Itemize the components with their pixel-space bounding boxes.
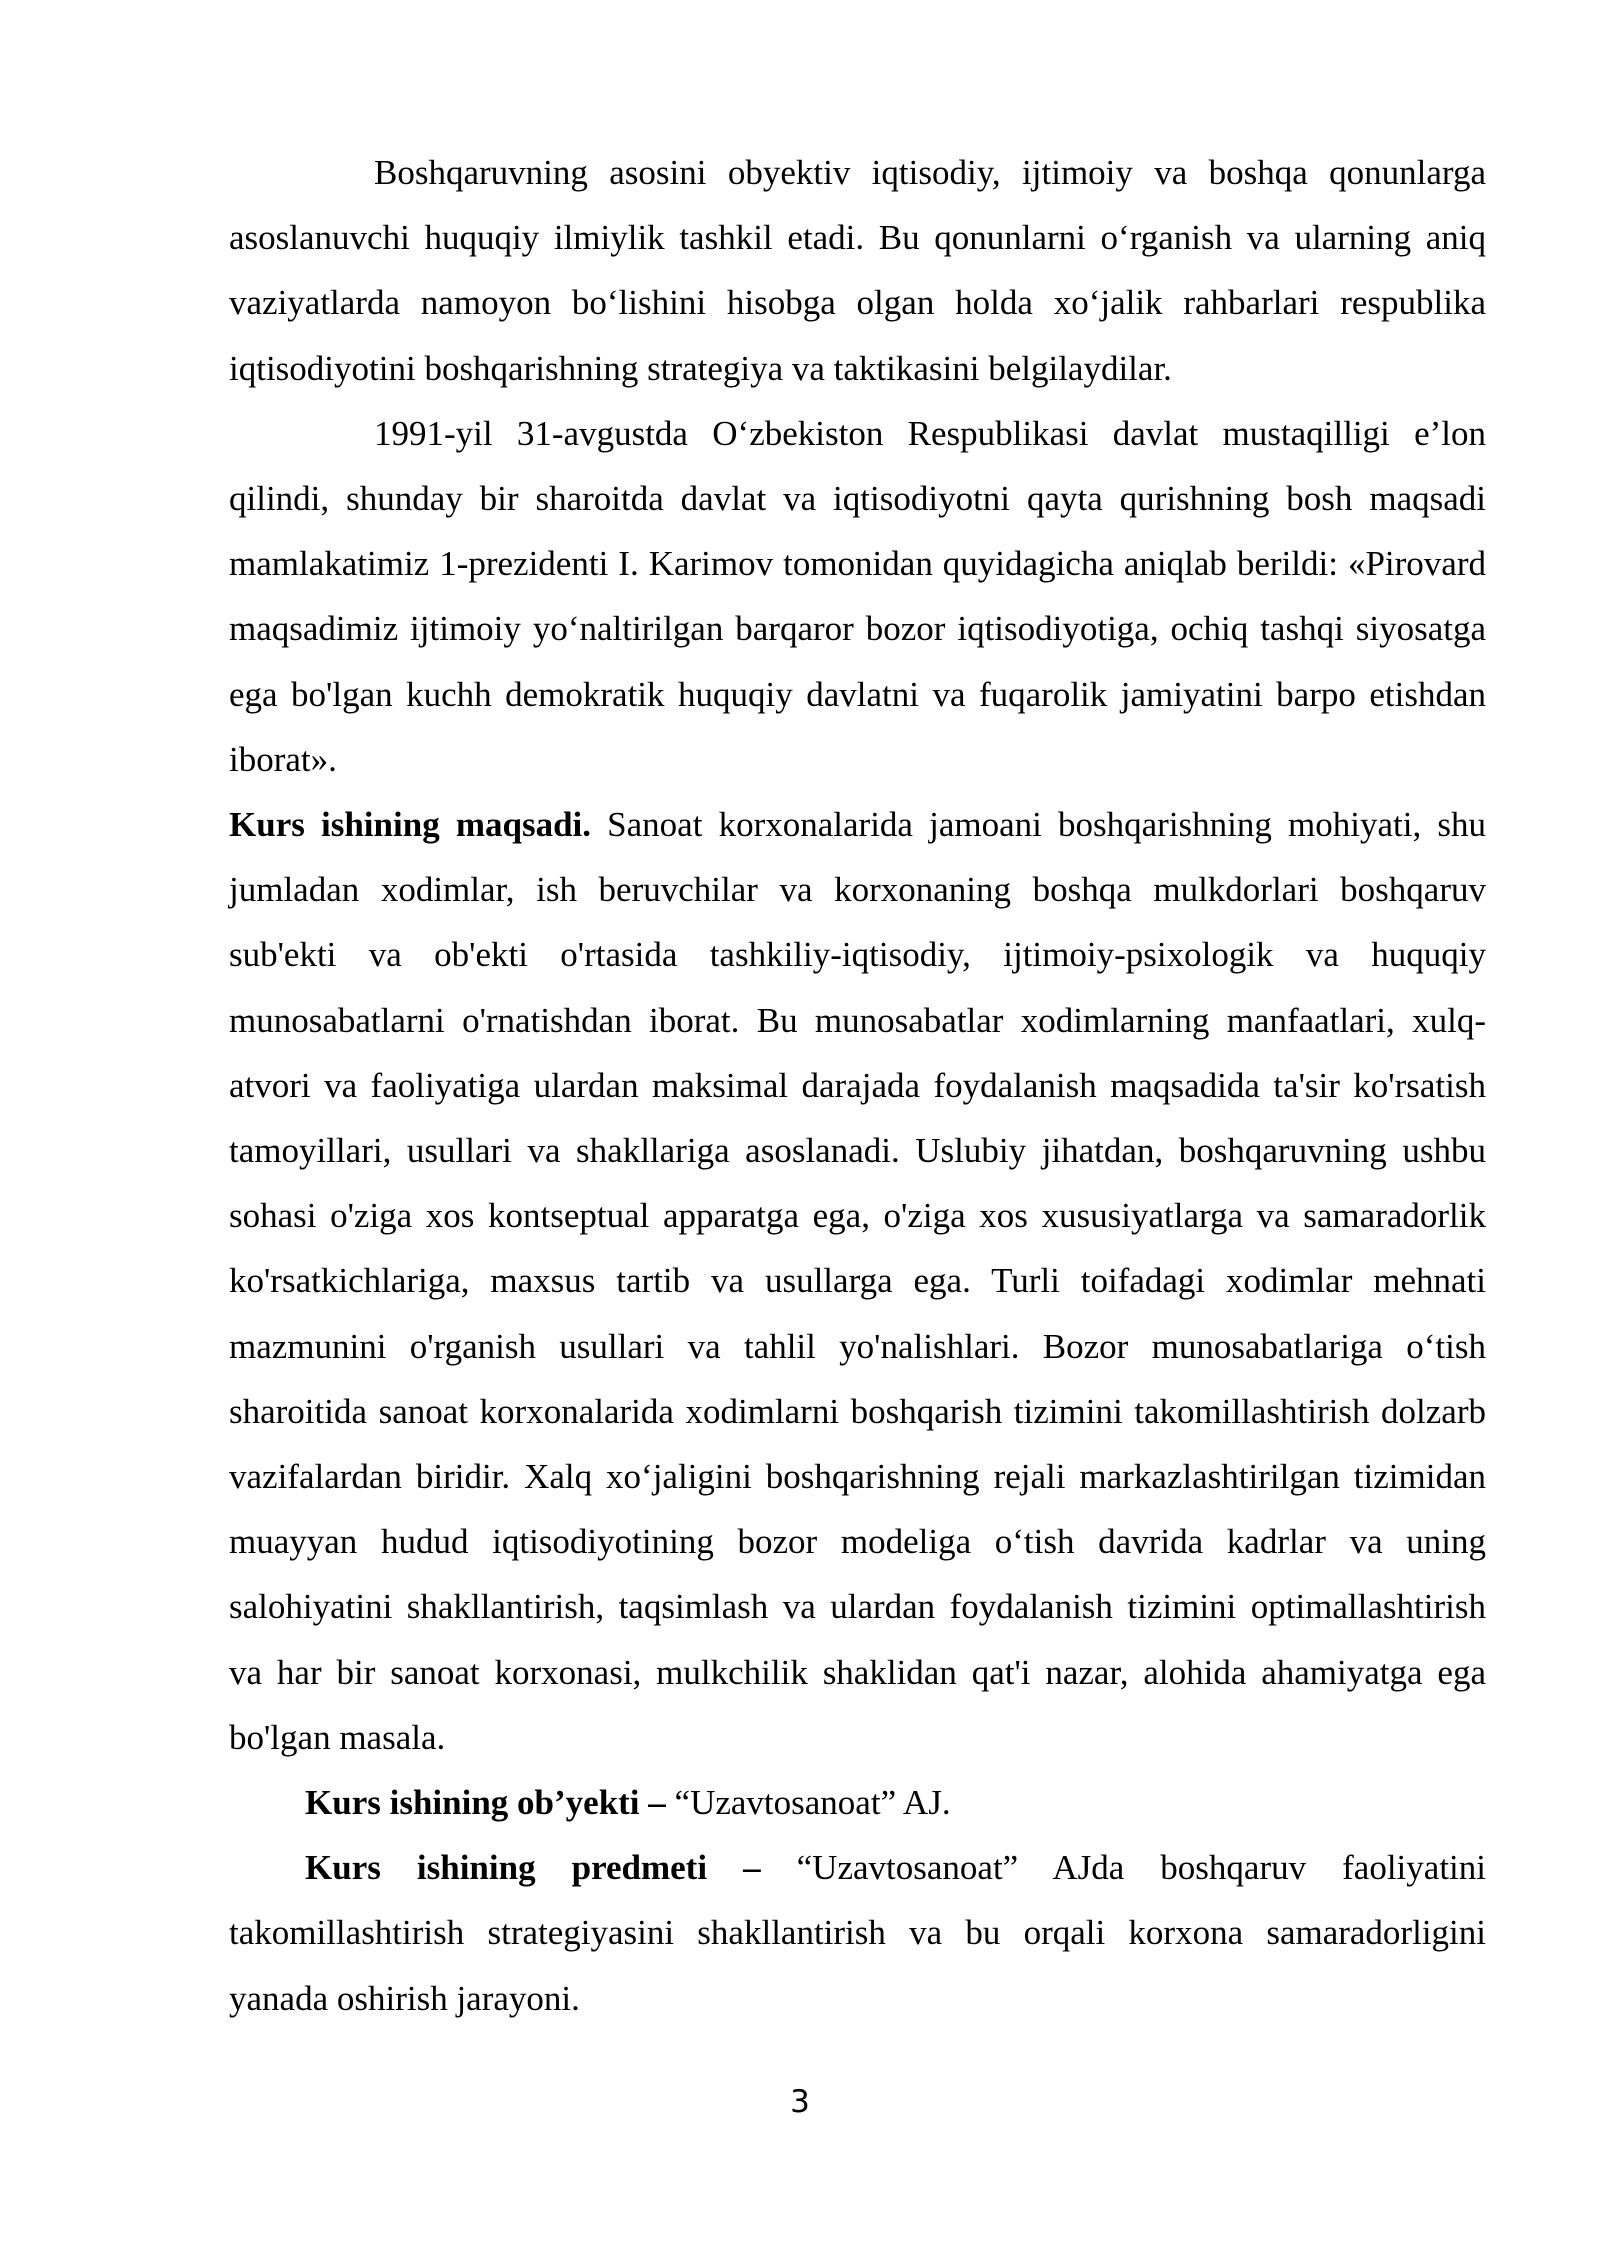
paragraph-text: Sanoat korxonalarida jamoani boshqarishning mohiyati, shu jumladan xodimlar, ish beruvchilar va korxonaning boshqa mulkdorlari boshqaruv sub'ekti va ob'ekti o'rtasida tashkiliy-iqtisodiy, ijtimoiy-psixologik va huquqiy munosabatlarni o'rnatishdan iborat. Bu munosabatlar xodimlarning manfaatlari, xulq-atvori va faoliyatiga ulardan maksimal darajada foydalanish maqsadida ta'sir ko'rsatish tamoyillari, usullari va shakllariga asoslanadi. Uslubiy jihatdan, boshqaruvning ushbu sohasi o'ziga xos kontseptual apparatga ega, o'ziga xos xususiyatlarga va samaradorlik ko'rsatkichlariga, maxsus tartib va usullarga ega. Turli toifadagi xodimlar mehnati mazmunini o'rganish usullari va tahlil yo'nalishlari. Bozor munosabatlariga o‘tish sharoitida sanoat korxonalarida xodimlarni boshqarish tizimini takomillashtirish dolzarb vazifalardan biridir. Xalq xo‘jaligini boshqarishning rejali markazlashtirilgan tizimidan muayyan hudud iqtisodiyotining bozor modeliga o‘tish davrida kadrlar va uning salohiyatini shakllantirish, taqsimlash va ulardan foydalanish tizimini optimallashtirish va har bir sanoat korxonasi, mulkchilik shaklidan qat'i nazar, alohida ahamiyatga ega bo'lgan masala. [229, 805, 1487, 1757]
paragraph-text: Boshqaruvning asosini obyektiv iqtisodiy, ijtimoiy va boshqa qonunlarga asoslanuvchi huquqiy ilmiylik tashkil etadi. Bu qonunlarni o‘rganish va ularning aniq vaziyatlarda namoyon bo‘lishini hisobga olgan holda xo‘jalik rahbarlari respublika iqtisodiyotini boshqarishning strategiya va taktikasini belgilaydilar. [229, 153, 1486, 388]
paragraph-text: “Uzavtosanoat” AJ. [665, 1783, 951, 1823]
paragraph-independence [229, 401, 1486, 792]
paragraph-text: “Uzavtosanoat” AJda boshqaruv faoliyatini takomillashtirish strategiyasini shakllantirish va bu orqali korxona samaradorligini yanada oshirish jarayoni. [229, 1848, 1486, 2018]
course-goal-heading: Kurs ishining maqsadi. [229, 805, 592, 845]
paragraph-course-object [229, 1770, 1486, 1835]
page-body [229, 140, 1486, 2031]
paragraph-text: 1991-yil 31-avgustda O‘zbekiston Respublikasi davlat mustaqilligi e’lon qilindi, shunday bir sharoitda davlat va iqtisodiyotni qayta qurishning bosh maqsadi mamlakatimiz 1-prezidenti I. Karimov tomonidan quyidagicha aniqlab berildi: «Pirovard maqsadimiz ijtimoiy yo‘naltirilgan barqaror bozor iqtisodiyotiga, ochiq tashqi siyosatga ega bo'lgan kuchh demokratik huquqiy davlatni va fuqarolik jamiyatini barpo etishdan iborat». [229, 413, 1486, 779]
paragraph-course-subject [229, 1835, 1486, 2031]
paragraph-management-basis [229, 140, 1486, 401]
paragraph-course-goal [229, 792, 1486, 1770]
course-subject-heading: Kurs ishining predmeti – [305, 1848, 761, 1888]
page-number: 3 [790, 2084, 810, 2120]
course-object-heading: Kurs ishining ob’yekti – [305, 1783, 666, 1823]
